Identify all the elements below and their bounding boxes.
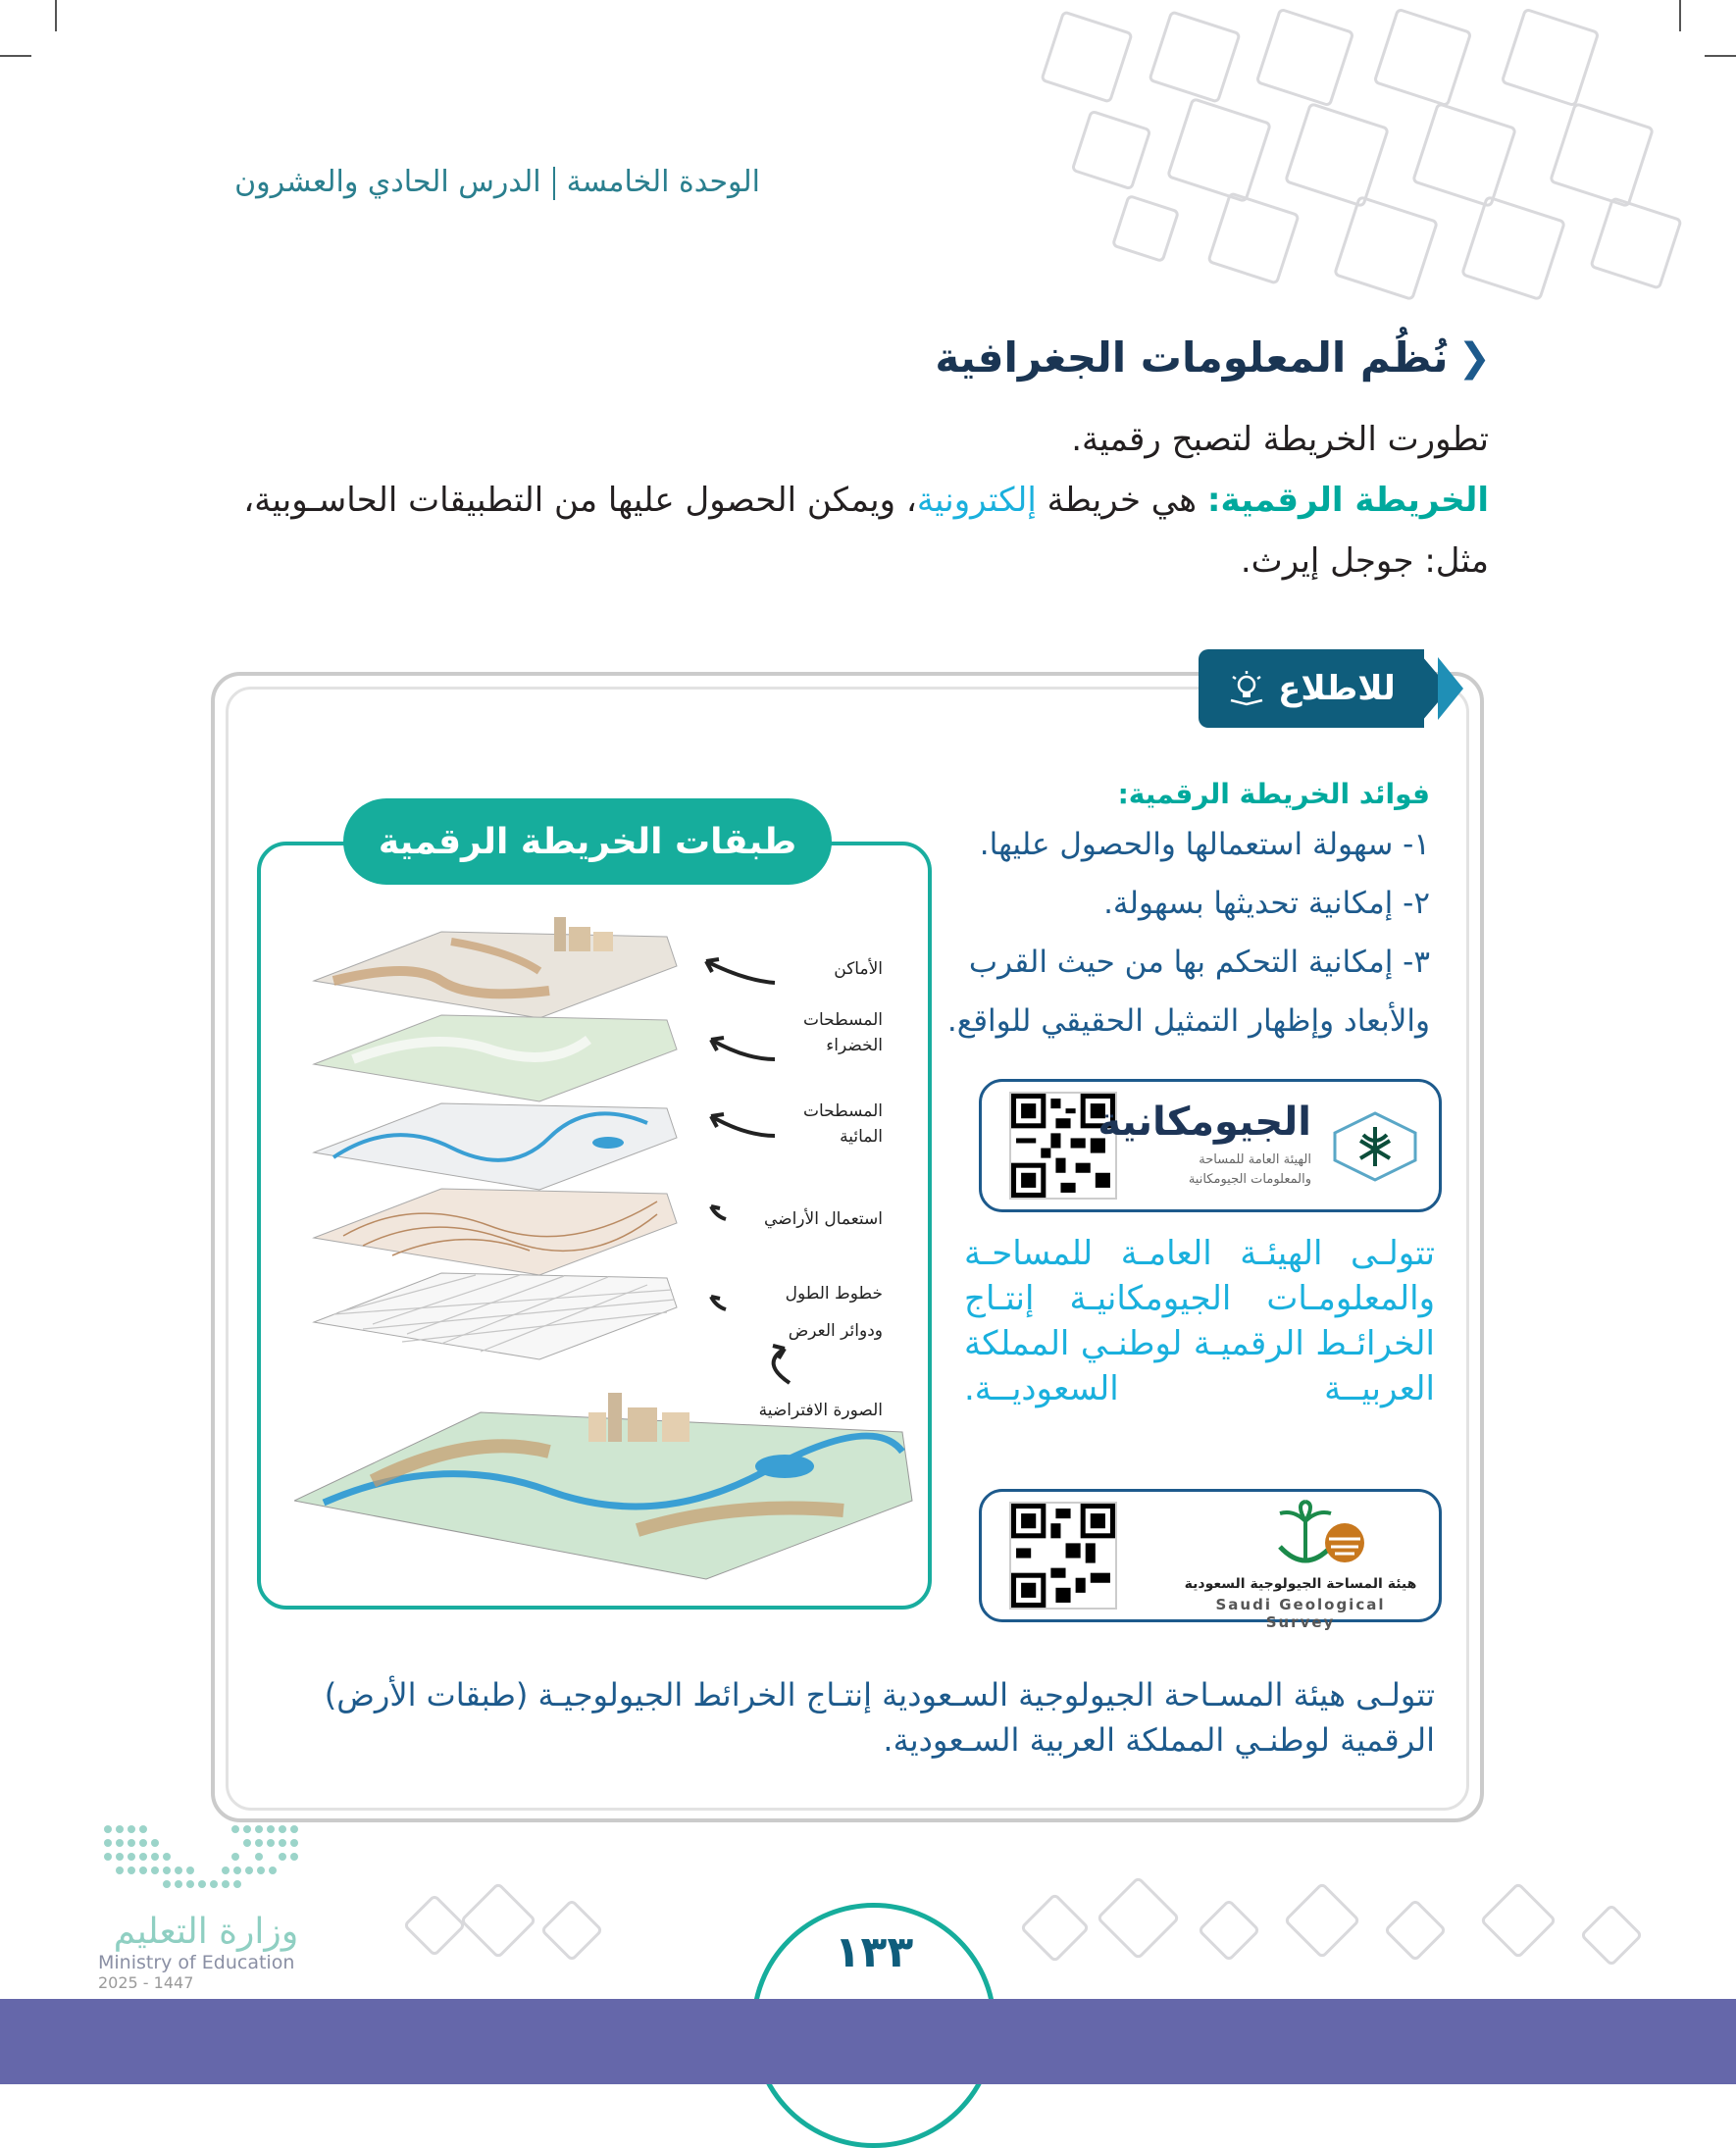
sgs-paragraph: تتولـى هيئة المسـاحة الجيولوجية السـعودية إنتـاج الخرائط الجيولوجيـة (طبقات الأرض) الرقمية لوطنـي المملكة العربية السـعودية. bbox=[324, 1676, 1435, 1759]
qr-code[interactable] bbox=[1009, 1502, 1117, 1610]
section-title bbox=[935, 333, 1491, 382]
ministry-arabic: وزارة التعليم bbox=[113, 1912, 299, 1952]
intro-line-1: تطورت الخريطة لتصبح رقمية. bbox=[1071, 420, 1489, 459]
geomatics-logo-box[interactable] bbox=[979, 1079, 1442, 1212]
sgs-logo-english: Saudi Geological Survey bbox=[1215, 1596, 1386, 1631]
layer-label-water: المسطحات المائية bbox=[803, 1101, 883, 1147]
unit-label: الوحدة الخامسة bbox=[566, 165, 760, 199]
chevron-left-icon: ❮ bbox=[1457, 334, 1491, 381]
map-layers-illustration bbox=[294, 902, 922, 1589]
geomatics-paragraph: تتولـى الهيئـة العامـة للمساحـة والمعلومـات الجيومكانيـة إنتـاج الخرائـط الرقميـة لوطنـي المملكة العربيــة السعوديــة. bbox=[964, 1234, 1435, 1408]
lightbulb-book-icon bbox=[1227, 669, 1266, 708]
crop-mark bbox=[0, 55, 31, 57]
geomatics-emblem-icon bbox=[1331, 1109, 1419, 1184]
benefit-item: والأبعاد وإظهار التمثيل الحقيقي للواقع. bbox=[946, 1003, 1430, 1039]
sgs-palm-emblem-icon bbox=[1266, 1500, 1374, 1578]
geomatics-logo-sub2: والمعلومات الجيومكانية bbox=[1188, 1172, 1311, 1187]
banner-label: للاطلاع bbox=[1278, 669, 1396, 708]
ministry-english: Ministry of Education bbox=[98, 1952, 295, 1973]
crop-mark bbox=[1705, 55, 1736, 57]
map-layers-title: طبقات الخريطة الرقمية bbox=[343, 798, 832, 885]
layer-label-grid: خطوط الطول ودوائر العرض bbox=[785, 1284, 883, 1341]
footer-bar-overlay bbox=[0, 1999, 1736, 2084]
ministry-logo bbox=[98, 1819, 314, 1992]
sgs-logo-arabic: هيئة المساحة الجيولوجية السعودية bbox=[1184, 1576, 1417, 1592]
sgs-logo-box[interactable] bbox=[979, 1489, 1442, 1631]
crop-mark bbox=[1679, 0, 1681, 31]
benefit-item: ٣- إمكانية التحكم بها من حيث القرب bbox=[968, 945, 1430, 980]
layer-label-green: المسطحات الخضراء bbox=[803, 1010, 883, 1055]
layer-arrows bbox=[706, 959, 790, 1383]
ministry-dots-icon bbox=[98, 1819, 314, 1898]
geomatics-logo-sub1: الهيئة العامة للمساحة bbox=[1199, 1152, 1311, 1167]
definition-highlight: إلكترونية bbox=[916, 481, 1037, 520]
benefit-item: ١- سهولة استعمالها والحصول عليها. bbox=[979, 827, 1430, 862]
definition-text-cont: ، ويمكن الحصول عليها من التطبيقات الحاسـوبية، bbox=[243, 481, 917, 520]
definition-term: الخريطة الرقمية: bbox=[1206, 481, 1489, 520]
page-number: ١٣٣ bbox=[834, 1927, 914, 1977]
info-banner bbox=[1199, 649, 1461, 728]
landuse-layer bbox=[314, 1189, 677, 1275]
crop-mark bbox=[55, 0, 57, 31]
layer-label-virtual: الصورة الافتراضية bbox=[758, 1401, 883, 1420]
geomatics-logo-name: الجيومكانية bbox=[1098, 1100, 1311, 1145]
edition-year: 2025 - 1447 bbox=[98, 1973, 194, 1992]
layer-label-landuse: استعمال الأراضي bbox=[763, 1209, 883, 1229]
definition-line bbox=[243, 481, 1489, 520]
lesson-label: الدرس الحادي والعشرون bbox=[234, 165, 541, 199]
definition-text: هي خريطة bbox=[1036, 481, 1207, 520]
layer-label-places: الأماكن bbox=[834, 959, 883, 979]
benefits-title: فوائد الخريطة الرقمية: bbox=[1117, 778, 1430, 810]
unit-lesson-header bbox=[234, 165, 760, 200]
benefit-item: ٢- إمكانية تحديثها بسهولة. bbox=[1103, 886, 1430, 921]
intro-line-3: مثل: جوجل إيرث. bbox=[1240, 541, 1489, 581]
section-title-text: نُظُم المعلومات الجغرافية bbox=[935, 333, 1449, 382]
